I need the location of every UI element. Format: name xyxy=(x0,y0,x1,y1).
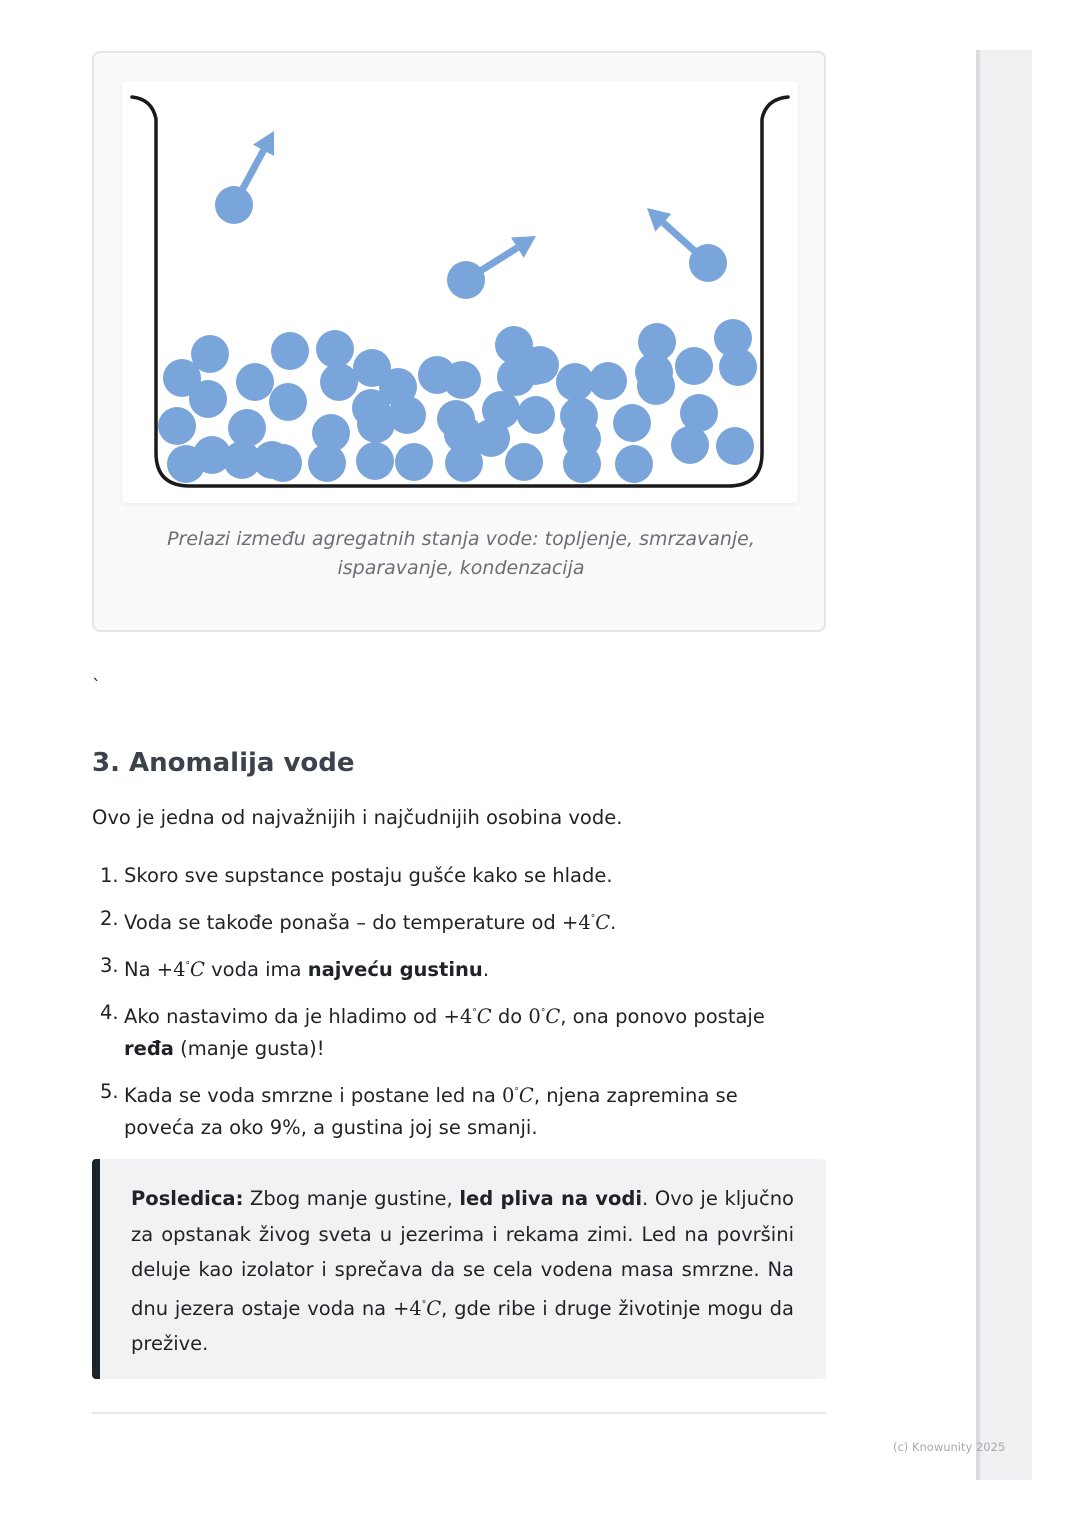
water-molecule xyxy=(308,444,346,482)
degree-mark: ° xyxy=(514,1087,519,1097)
water-molecule xyxy=(189,380,227,418)
consequence-callout xyxy=(92,1159,826,1379)
water-molecule xyxy=(637,367,675,405)
water-molecule xyxy=(228,409,266,447)
callout-text: Posledica: Zbog manje gustine, led pliva na vodi. Ovo je ključno za opstanak živog sveta u jezerima i rekama zimi. Led na površini deluje kao izolator i sprečava da se cela vodena masa smrzne. Na dnu jezera ostaje voda na +4°C, gde ribe i druge životinje mogu da prežive. xyxy=(131,1187,794,1355)
water-molecule xyxy=(675,347,713,385)
list-item: 1. Skoro sve supstance postaju gušće kako se hlade. xyxy=(100,864,613,887)
degree-mark: ° xyxy=(540,1008,546,1018)
water-molecule xyxy=(517,396,555,434)
water-molecule xyxy=(719,348,757,386)
list-item: 2. Voda se takođe ponaša – do temperature od +4°C. xyxy=(100,907,617,934)
water-molecule xyxy=(505,443,543,481)
vapor-molecule xyxy=(215,186,253,224)
callout-label: Posledica: xyxy=(131,1187,244,1210)
water-molecule xyxy=(388,396,426,434)
degree-mark: ° xyxy=(421,1299,427,1310)
footer-copyright: (c) Knowunity 2025 xyxy=(893,1440,1006,1454)
water-molecule xyxy=(472,419,510,457)
stray-mark: ` xyxy=(92,676,101,697)
water-molecule xyxy=(395,443,433,481)
section-intro: Ovo je jedna od najvažnijih i najčudnijih osobina vode. xyxy=(92,806,623,829)
water-molecule xyxy=(264,444,302,482)
figure-caption: Prelazi između agregatnih stanja vode: topljenje, smrzavanje, isparavanje, kondenzacija xyxy=(167,528,755,579)
water-molecule xyxy=(716,427,754,465)
water-molecule xyxy=(271,332,309,370)
water-molecule xyxy=(236,363,274,401)
degree-mark: ° xyxy=(185,961,190,971)
water-molecule xyxy=(556,363,594,401)
list-item: 4. Ako nastavimo da je hladimo od +4°C do 0°C, ona ponovo postaje ređa (manje gusta)! xyxy=(100,1001,765,1060)
water-molecule xyxy=(158,407,196,445)
water-molecule xyxy=(316,330,354,368)
anomaly-list xyxy=(92,860,812,1155)
water-molecule xyxy=(680,394,718,432)
beaker-illustration xyxy=(122,81,798,503)
divider xyxy=(92,1412,826,1414)
water-molecule xyxy=(521,346,559,384)
list-item: 3. Na +4°C voda ima najveću gustinu. xyxy=(100,954,490,981)
water-molecule xyxy=(563,445,601,483)
figure-card xyxy=(92,51,826,632)
water-molecule xyxy=(269,383,307,421)
figure-image xyxy=(122,81,798,503)
water-molecule xyxy=(356,442,394,480)
water-molecule xyxy=(443,361,481,399)
degree-mark: ° xyxy=(472,1008,477,1018)
vapor-molecule xyxy=(689,244,727,282)
water-molecule xyxy=(671,426,709,464)
water-molecule xyxy=(615,445,653,483)
water-molecule xyxy=(589,362,627,400)
water-molecule xyxy=(320,363,358,401)
degree-mark: ° xyxy=(590,914,596,924)
section-title: 3. Anomalija vode xyxy=(92,748,355,778)
right-sidebar xyxy=(976,50,1032,1480)
vapor-molecule xyxy=(447,261,485,299)
list-item: 5. Kada se voda smrzne i postane led na 0°C, njena zapremina se poveća za oko 9%, a gustina joj se smanji. xyxy=(100,1080,738,1139)
water-molecule xyxy=(613,404,651,442)
